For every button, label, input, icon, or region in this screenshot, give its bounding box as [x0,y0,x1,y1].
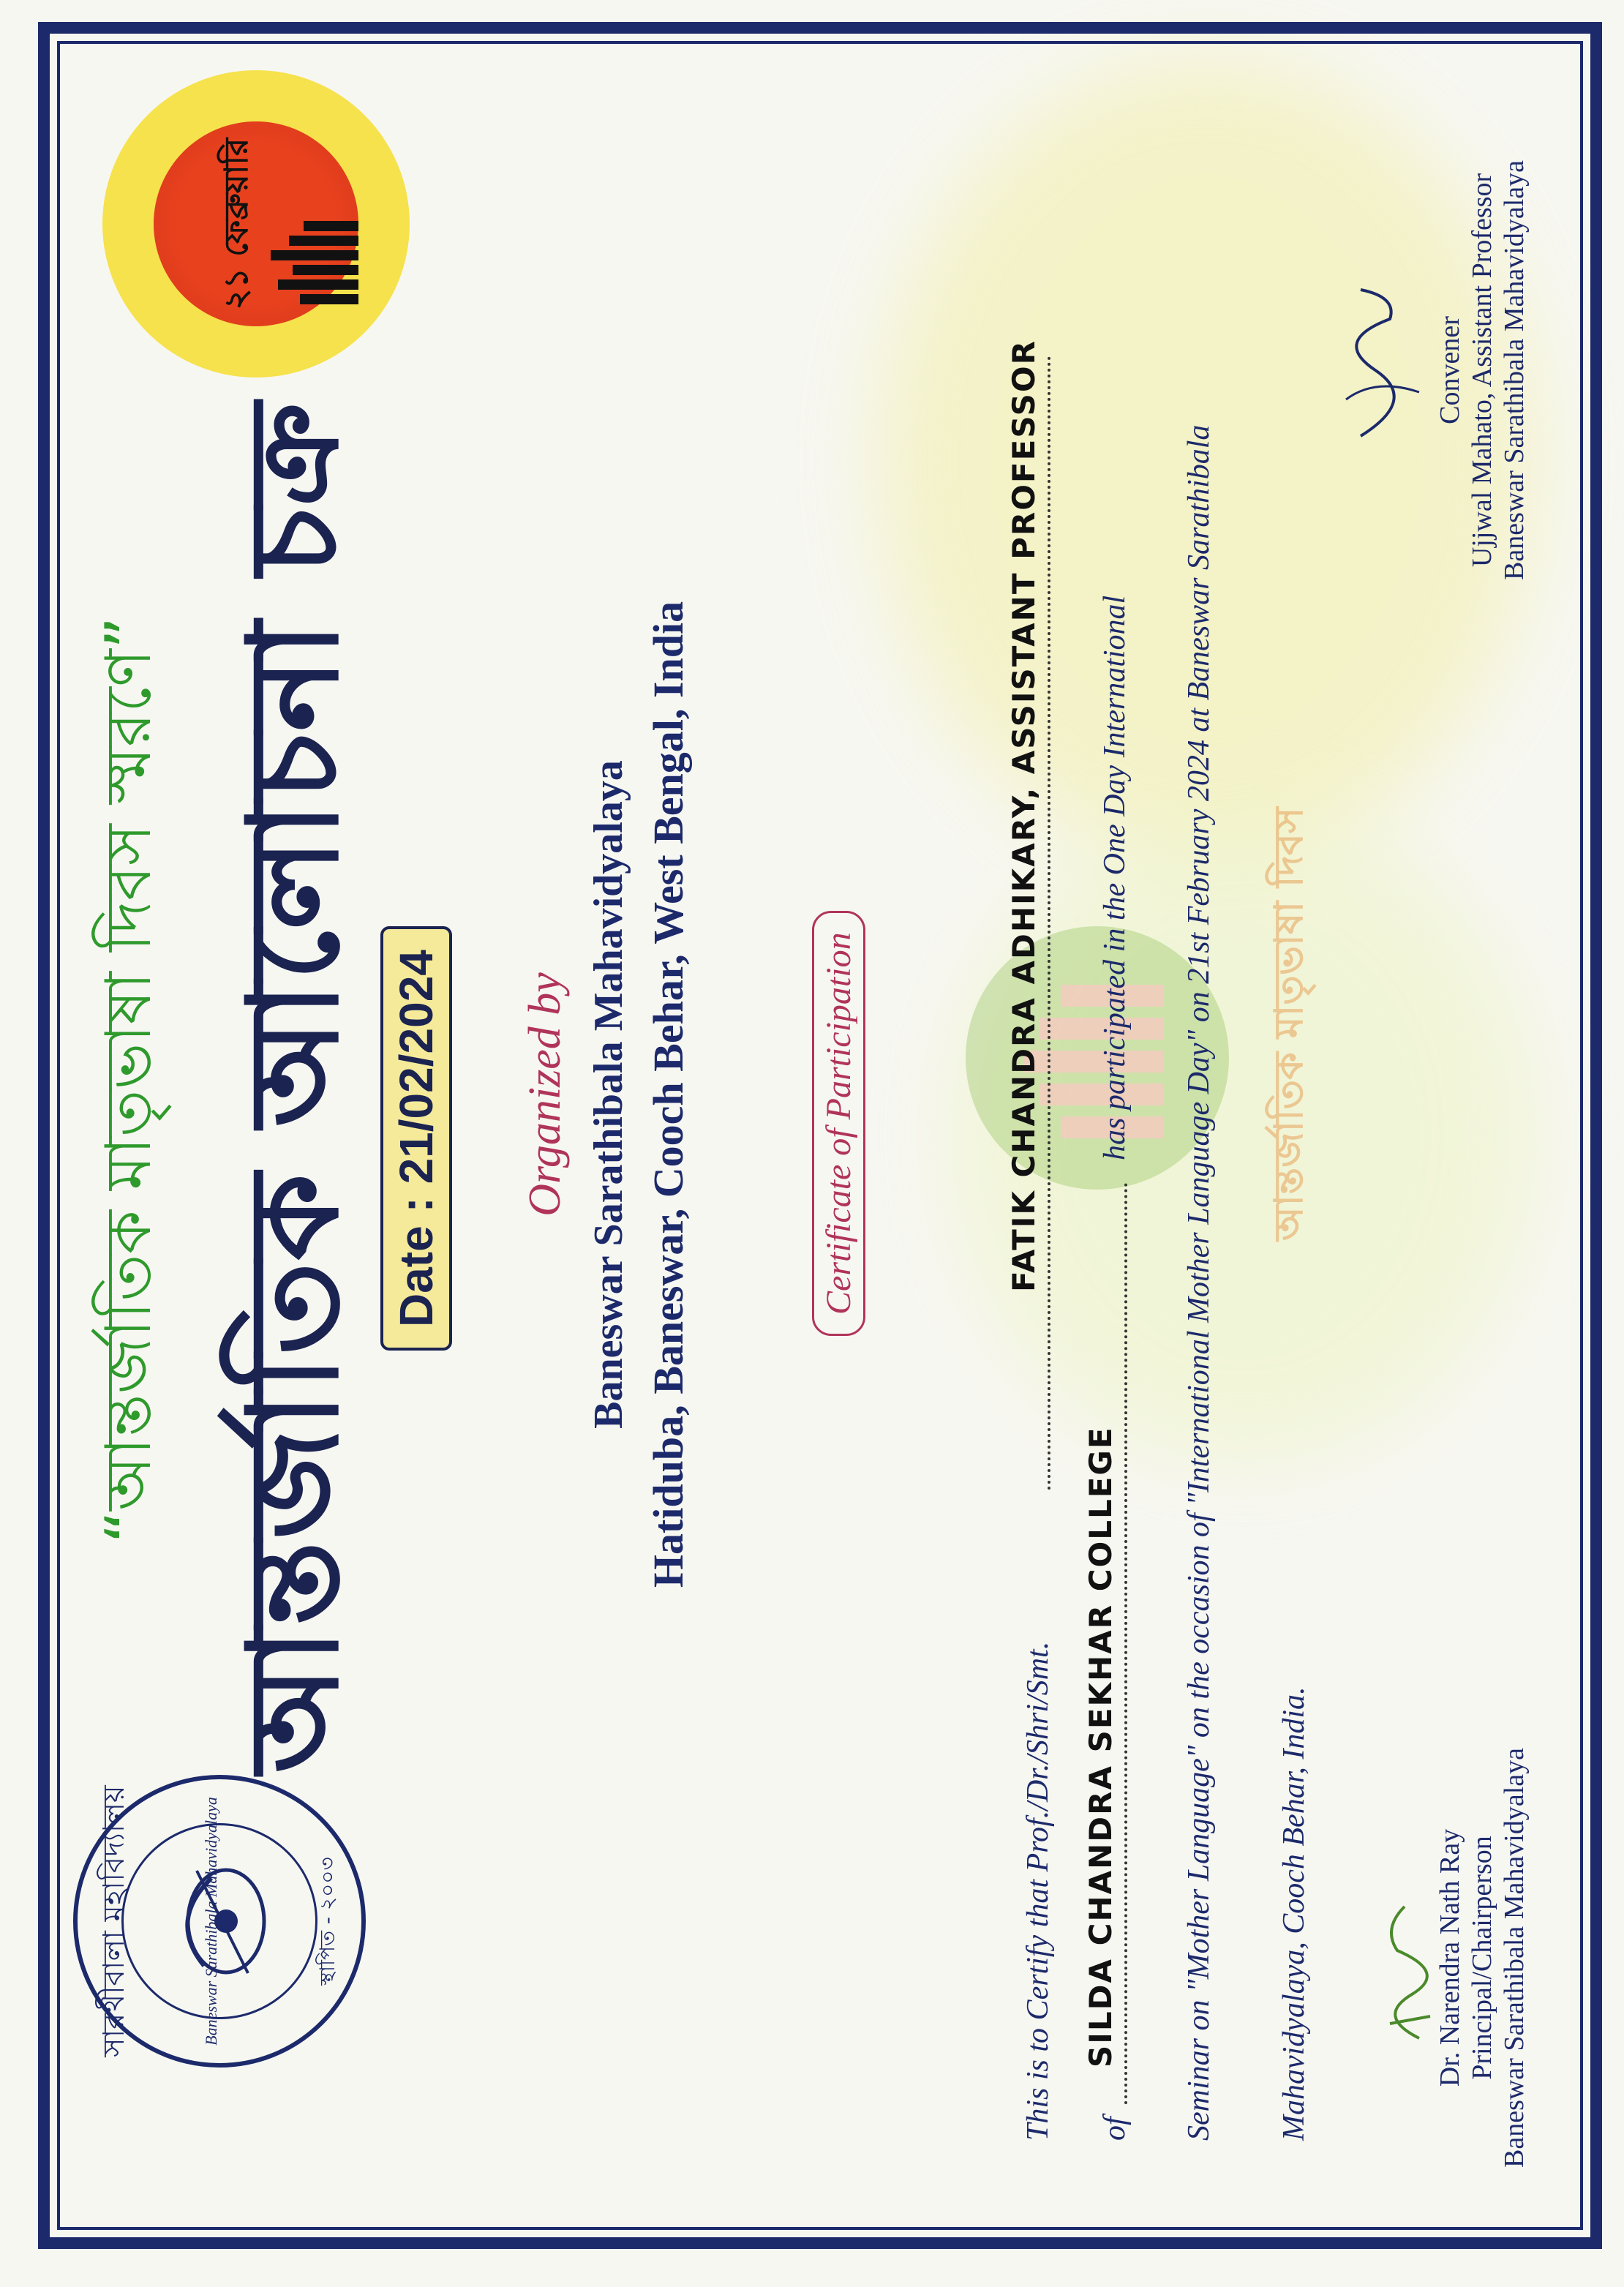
principal-signature-block [1434,1702,1530,2214]
college-seal [73,1775,366,2068]
venue-text: Mahavidyalaya, Cooch Behar, India. [1277,1686,1311,2141]
principal-org: Baneswar Sarathibala Mahavidyalaya [1499,1748,1530,2168]
organizer-name: Baneswar Sarathibala Mahavidyalaya [586,760,631,1429]
principal-name: Dr. Narendra Nath Ray [1435,1828,1465,2087]
convener-title: Convener [1435,316,1465,424]
certificate-label: Certificate of Participation [812,911,865,1336]
convener-name: Ujjwal Mahato, Assistant Professor [1467,173,1497,568]
participation-text: has participated in the One Day International [1098,595,1132,1160]
convener-signature-icon [1331,282,1434,443]
seal-bottom-text: স্থাপিত - ২০০৩ [315,1857,339,1986]
of-label: of [1098,2117,1132,2141]
institution-name: SILDA CHANDRA SEKHAR COLLEGE [1083,1426,1119,2068]
language-day-logo [102,70,410,378]
page-title: আন্তর্জাতিক আলোচনা চক্র [222,401,366,1773]
convener-org: Baneswar Sarathibala Mahavidyalaya [1499,160,1530,580]
certify-line-prefix: This is to Certify that Prof./Dr./Shri/Smt. [1021,1641,1055,2141]
seminar-text: Seminar on "Mother Language" on the occasion of "International Mother Language Day" on 21st February 2024 at Baneswar Sarathibala [1182,424,1216,2141]
event-date: Date : 21/02/2024 [380,926,452,1351]
principal-signature-icon [1361,1899,1441,2046]
tagline: “আন্তর্জাতিক মাতৃভাষা দিবস স্মরণে” [92,616,165,1544]
logo-text: ২১ ফেব্রুয়ারি [218,138,255,310]
seal-middle-text: Baneswar Sarathibala Mahavidyalaya [202,1797,220,2046]
watermark-text: আন্তর্জাতিক মাতৃভাষা দিবস [1266,807,1312,1241]
principal-role: Principal/Chairperson [1467,1836,1497,2080]
institution-dotted-line [1124,1182,1127,2104]
organizer-address: Hatiduba, Baneswar, Cooch Behar, West Bengal, India [644,601,692,1588]
seal-top-text: সারথীবালা মহাবিদ্যালয় [97,1785,131,2057]
participant-name: FATIK CHANDRA ADHIKARY, ASSISTANT PROFESSOR [1006,339,1042,1292]
organized-by-label: Organized by [520,972,570,1217]
participant-dotted-line [1048,356,1050,1490]
convener-signature-block [1434,114,1530,626]
